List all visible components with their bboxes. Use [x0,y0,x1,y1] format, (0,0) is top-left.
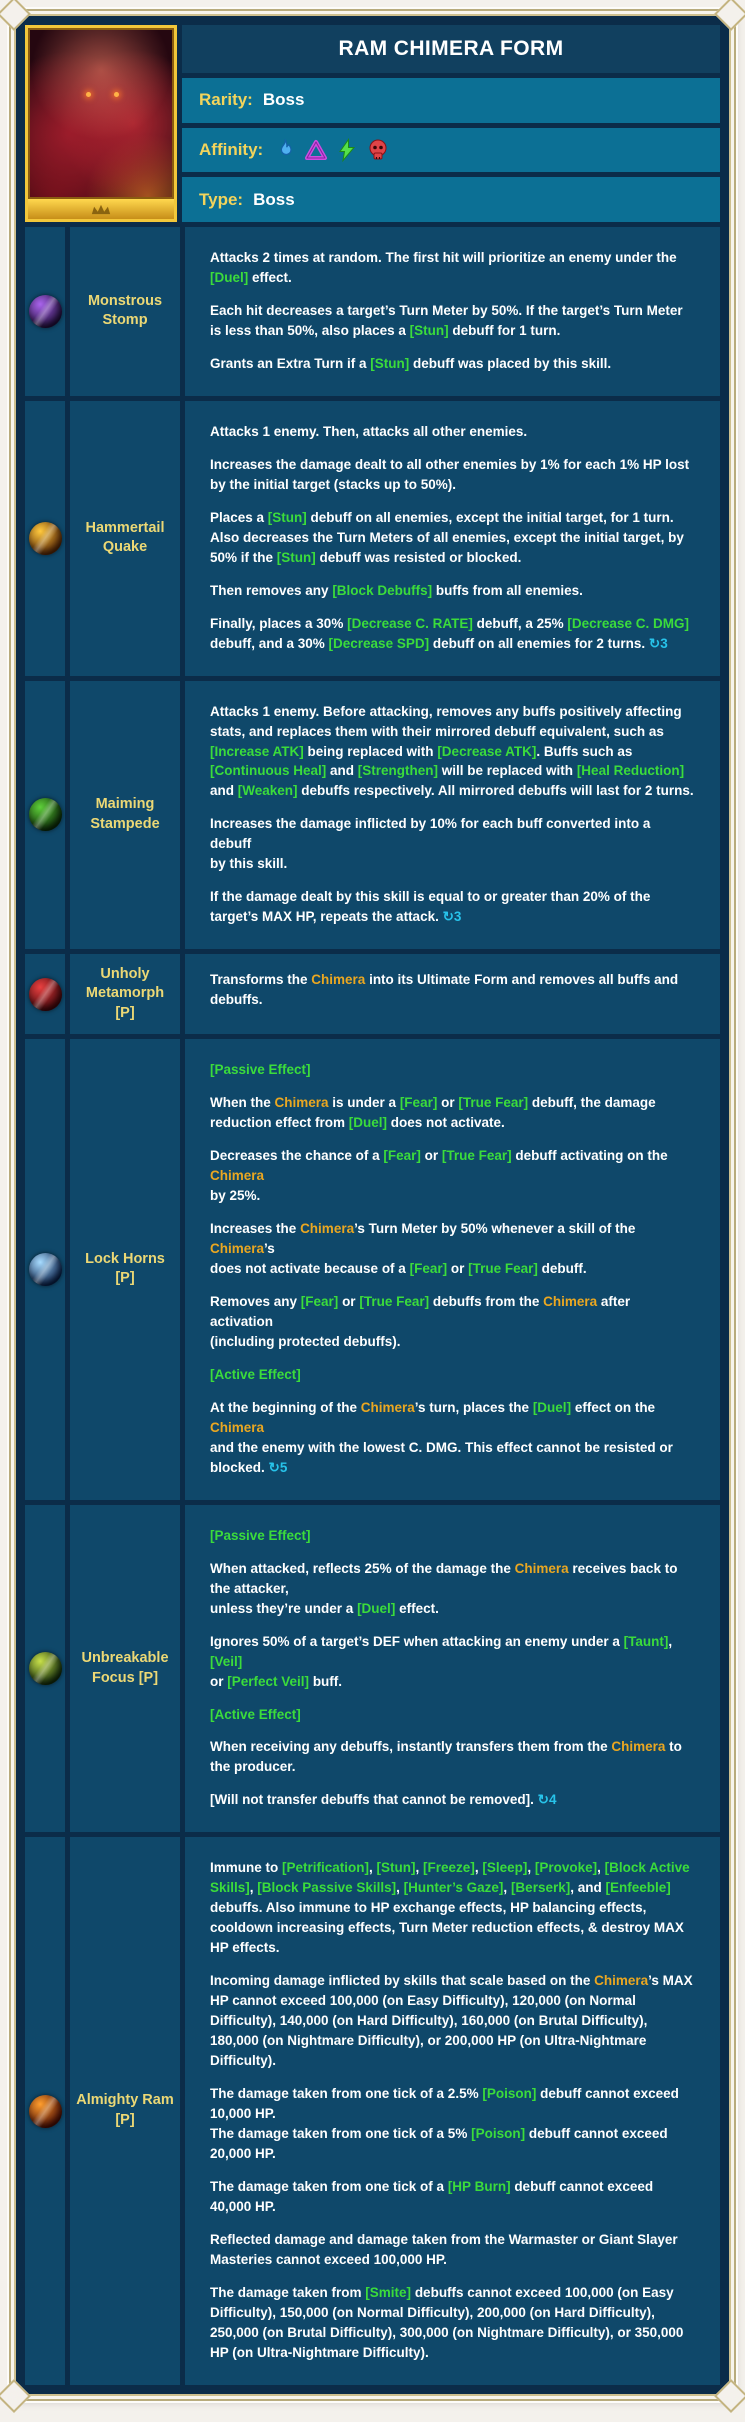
skill-row [25,1505,720,1833]
rarity-label: Rarity: [199,90,253,110]
unbreakable-focus-icon [29,1652,62,1685]
monstrous-stomp-icon [29,295,62,328]
effect-tag: [Increase ATK] [210,743,304,759]
effect-tag: [Smite] [365,2284,412,2300]
skill-name: Unholy Metamorph [P] [70,954,180,1034]
skill-icon-cell [25,681,65,950]
chimera-name: Chimera [210,1419,265,1435]
skill-row [25,227,720,396]
skill-row [25,954,720,1034]
skill-name: Hammertail Quake [70,401,180,676]
effect-tag: [HP Burn] [447,2178,511,2194]
effect-tag: [Duel] [348,1115,388,1131]
unholy-metamorph-icon [29,978,62,1011]
effect-tag: [Strengthen] [357,763,439,779]
lock-horns-icon [29,1253,62,1286]
effect-tag: [Sleep] [482,1860,528,1876]
skill-row [25,401,720,676]
rarity-value: Boss [262,90,305,110]
rarity-row [182,78,720,123]
skill-description: [Passive Effect] When the Chimera is under a [Fear] or [True Fear] debuff, the damage reduction effect from [Duel] does not activate. Decreases the chance of a [Fear] or [True Fear] debuff activating on the Chimera by 25%. Increases the Chimera’s Turn Meter by 50% whenever a skill of the Chimera’s does not activate because of a [Fear] or [True Fear] debuff. Removes any [Fear] or [True Fear] debuffs from the Chimera after activation (including protected debuffs). [Active Effect] At the beginning of the Chimera’s turn, places the [Duel] effect on the Chimera and the enemy with the lowest C. DMG. This effect cannot be resisted or blocked. ↻5 [185,1039,720,1499]
almighty-ram-icon [29,2095,62,2128]
skill-row [25,1837,720,2384]
champion-portrait [25,25,177,222]
skills-table [25,227,720,2385]
hammertail-quake-icon [29,522,62,555]
skill-name: Almighty Ram [P] [70,1837,180,2384]
skill-description: Attacks 1 enemy. Then, attacks all other enemies. Increases the damage dealt to all other enemies by 1% for each 1% HP lost by the initial target (stacks up to 50%). Places a [Stun] debuff on all enemies, except the initial target, for 1 turn. Also decreases the Turn Meters of all enemies, except the initial target, by 50% if the [Stun] debuff was resisted or blocked. Then removes any [Block Debuffs] buffs from all enemies. Finally, places a 30% [Decrease C. RATE] debuff, a 25% [Decrease C. DMG] debuff, and a 30% [Decrease SPD] debuff on all enemies for 2 turns. ↻3 [185,401,720,676]
skill-description: [Passive Effect] When attacked, reflects 25% of the damage the Chimera receives back to the attacker, unless they’re under a [Duel] effect. Ignores 50% of a target’s DEF when attacking an enemy under a [Taunt], [Veil] or [Perfect Veil] buff. [Active Effect] When receiving any debuffs, instantly transfers them from the Chimera to the producer. [Will not transfer debuffs that cannot be removed]. ↻4 [185,1505,720,1833]
effect-tag: [Provoke] [534,1860,598,1876]
effect-tag: [Decrease SPD] [328,635,430,651]
affinity-spirit-icon [335,138,359,162]
effect-tag: [Decrease C. RATE] [347,615,473,631]
cooldown-icon: ↻3 [442,909,462,925]
effect-tag: [Weaken] [237,783,298,799]
affinity-void-icon [304,138,328,162]
effect-tag: [True Fear] [441,1148,512,1164]
chimera-name: Chimera [210,1168,265,1184]
effect-tag: [True Fear] [468,1261,538,1276]
chimera-name: Chimera [311,971,366,987]
type-row [182,177,720,222]
effect-tag: [Decrease ATK] [437,743,537,759]
effect-tag: [Block Debuffs] [332,582,433,598]
chimera-name: Chimera [611,1739,666,1755]
effect-tag: [Duel] [532,1399,572,1415]
effect-tag: [Stun] [267,509,307,525]
affinity-force-icon [366,138,390,162]
effect-tag: [Stun] [370,355,410,371]
skill-icon-cell [25,1505,65,1833]
cooldown-icon: ↻4 [537,1792,557,1808]
effect-tag: [Block Passive Skills] [257,1880,397,1896]
skill-description: Attacks 2 times at random. The first hit will prioritize an enemy under the [Duel] effect. Each hit decreases a target’s Turn Meter by 50%. If the target’s Turn Meter is less than 50%, also places a [Stun] debuff for 1 turn. Grants an Extra Turn if a [Stun] debuff was placed by this skill. [185,227,720,396]
effect-tag: [Stun] [376,1860,416,1876]
effect-tag: [Perfect Veil] [227,1673,310,1689]
effect-tag: [Stun] [276,549,316,565]
effect-tag: [True Fear] [359,1293,430,1309]
page-title: RAM CHIMERA FORM [182,25,720,73]
chimera-name: Chimera [274,1095,329,1111]
maiming-stampede-icon [29,798,62,831]
header [25,25,720,222]
effect-tag: [True Fear] [458,1095,529,1111]
cooldown-icon: ↻5 [268,1459,288,1475]
effect-tag: [Passive Effect] [210,1062,311,1078]
skill-icon-cell [25,401,65,676]
effect-tag: [Petrification] [282,1860,370,1876]
effect-tag: [Heal Reduction] [576,763,685,779]
effect-tag: [Fear] [399,1095,438,1111]
effect-tag: [Active Effect] [210,1706,301,1722]
effect-tag: [Block Active Skills] [210,1860,690,1896]
cooldown-icon: ↻3 [648,635,668,651]
effect-tag: [Fear] [300,1293,339,1309]
effect-tag: [Berserk] [510,1880,571,1896]
affinity-magic-icon [273,138,297,162]
skill-description: Attacks 1 enemy. Before attacking, removes any buffs positively affecting stats, and replaces them with their mirrored debuff equivalent, such as [Increase ATK] being replaced with [Decrease ATK]. Buffs such as [Continuous Heal] and [Strengthen] will be replaced with [Heal Reduction] and [Weaken] debuffs respectively. All mirrored debuffs will last for 2 turns. Increases the damage inflicted by 10% for each buff converted into a debuff by this skill. If the damage dealt by this skill is equal to or greater than 20% of the target’s MAX HP, repeats the attack. ↻3 [185,681,720,950]
effect-tag: [Enfeeble] [605,1880,671,1896]
skill-icon-cell [25,227,65,396]
chimera-name: Chimera [594,1973,649,1989]
effect-tag: [Duel] [210,269,249,285]
skill-name: Lock Horns [P] [70,1039,180,1499]
type-value: Boss [253,189,295,209]
skill-icon-cell [25,1039,65,1499]
effect-tag: [Duel] [357,1600,396,1616]
skill-name: Maiming Stampede [70,681,180,950]
chimera-name: Chimera [543,1293,598,1309]
affinity-icons [273,138,390,162]
effect-tag: [Decrease C. DMG] [567,615,689,631]
affinity-row [182,128,720,173]
skill-row [25,681,720,950]
skill-description: Immune to [Petrification], [Stun], [Freeze], [Sleep], [Provoke], [Block Active Skills], [Block Passive Skills], [Hunter’s Gaze], [Berserk], and [Enfeeble] debuffs. Also immune to HP exchange effects, HP balancing effects, cooldown increasing effects, Turn Meter reduction effects, & destroy MAX HP effects. Incoming damage inflicted by skills that scale based on the Chimera’s MAX HP cannot exceed 100,000 (on Easy Difficulty), 120,000 (on Normal Difficulty), 140,000 (on Hard Difficulty), 160,000 (on Brutal Difficulty), 180,000 (on Nightmare Difficulty), or 200,000 HP (on Ultra-Nightmare Difficulty). The damage taken from one tick of a 2.5% [Poison] debuff cannot exceed 10,000 HP. The damage taken from one tick of a 5% [Poison] debuff cannot exceed 20,000 HP. The damage taken from one tick of a [HP Burn] debuff cannot exceed 40,000 HP. Reflected damage and damage taken from the Warmaster or Giant Slayer Masteries cannot exceed 100,000 HP. The damage taken from [Smite] debuffs cannot exceed 100,000 (on Easy Difficulty), 150,000 (on Normal Difficulty), 200,000 (on Hard Difficulty), 250,000 (on Brutal Difficulty), 300,000 (on Nightmare Difficulty), or 350,000 HP (on Ultra-Nightmare Difficulty). [185,1837,720,2384]
effect-tag: [Freeze] [423,1860,475,1876]
chimera-name: Chimera [360,1399,415,1415]
skill-icon-cell [25,954,65,1034]
skill-name: Unbreakable Focus [P] [70,1505,180,1833]
crown-icon [90,203,112,216]
skill-name: Monstrous Stomp [70,227,180,396]
effect-tag: [Fear] [383,1148,421,1164]
skill-row [25,1039,720,1499]
affinity-label: Affinity: [199,140,264,159]
skill-description: Transforms the Chimera into its Ultimate Form and removes all buffs and debuffs. [185,954,720,1034]
effect-tag: [Fear] [409,1261,448,1276]
effect-tag: [Active Effect] [210,1366,301,1382]
chimera-name: Chimera [210,1241,265,1257]
effect-tag: [Hunter’s Gaze] [403,1880,504,1896]
effect-tag: [Veil] [210,1653,243,1669]
chimera-eye [114,92,119,97]
effect-tag: [Passive Effect] [210,1527,311,1543]
chimera-name: Chimera [514,1560,569,1576]
effect-tag: [Poison] [471,2126,526,2141]
skill-icon-cell [25,1837,65,2384]
effect-tag: [Taunt] [623,1633,669,1649]
type-label: Type: [199,189,244,209]
effect-tag: [Poison] [482,2086,537,2102]
ornate-gold-frame [14,14,731,2396]
effect-tag: [Stun] [409,322,449,338]
effect-tag: [Continuous Heal] [210,763,327,779]
chimera-name: Chimera [300,1221,355,1237]
header-bands [182,25,720,222]
chimera-eye [86,92,91,97]
portrait-gold-bar [28,197,174,219]
